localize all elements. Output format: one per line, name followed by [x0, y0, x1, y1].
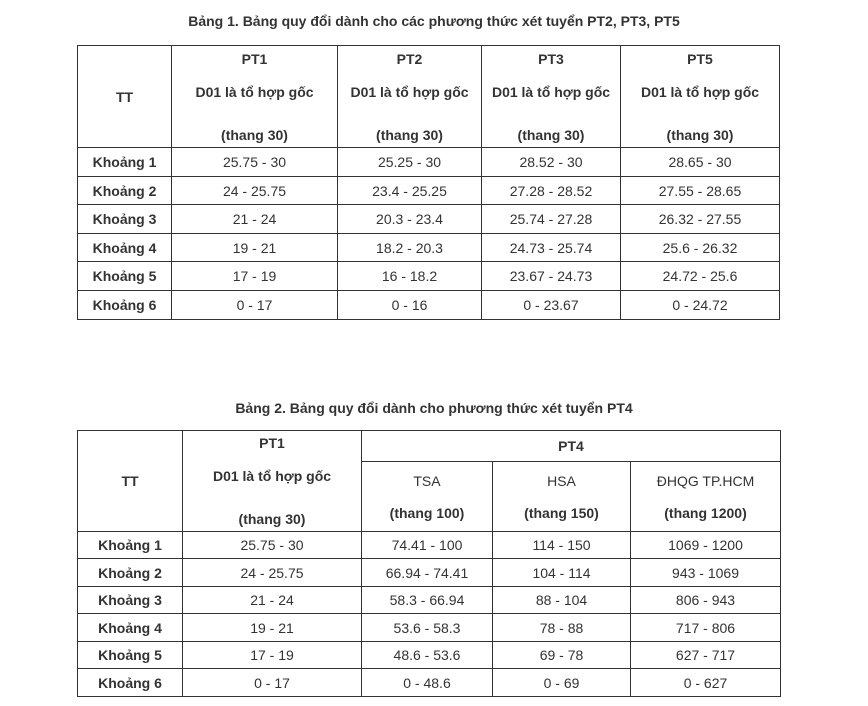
- row-label: Khoảng 1: [78, 532, 183, 559]
- table-cell: 25.75 - 30: [172, 148, 338, 177]
- table2: [77, 430, 781, 697]
- table-cell: 0 - 48.6: [362, 669, 493, 697]
- header-code: PT2: [396, 50, 423, 67]
- subheader-name: HSA: [547, 472, 576, 489]
- table-cell: 17 - 19: [172, 262, 338, 291]
- table-cell: 28.65 - 30: [621, 148, 780, 177]
- table-row: [78, 262, 780, 291]
- table1-header-tt: TT: [78, 46, 172, 148]
- row-label: Khoảng 6: [78, 669, 183, 697]
- table-cell: 78 - 88: [493, 614, 631, 642]
- table-cell: 26.32 - 27.55: [621, 205, 780, 234]
- table-cell: 19 - 21: [183, 614, 362, 642]
- table-cell: 0 - 69: [493, 669, 631, 697]
- table-cell: 24 - 25.75: [172, 177, 338, 205]
- table-cell: 943 - 1069: [631, 559, 781, 587]
- table-cell: 53.6 - 58.3: [362, 614, 493, 642]
- table-cell: 21 - 24: [172, 205, 338, 234]
- table-cell: 0 - 24.72: [621, 291, 780, 320]
- subheader-name: TSA: [413, 472, 441, 489]
- table2-caption: Bảng 2. Bảng quy đổi dành cho phương thức xét tuyển PT4: [235, 400, 633, 416]
- table2-header-row-1: [78, 431, 781, 462]
- table-cell: 27.55 - 28.65: [621, 177, 780, 205]
- table-cell: 25.25 - 30: [338, 148, 482, 177]
- table-cell: 1069 - 1200: [631, 532, 781, 559]
- header-code: PT1: [259, 435, 285, 451]
- table-cell: 74.41 - 100: [362, 532, 493, 559]
- header-desc: D01 là tổ hợp gốc: [640, 83, 760, 100]
- table-row: [78, 559, 781, 587]
- table-row: [78, 177, 780, 205]
- table-cell: 21 - 24: [183, 587, 362, 614]
- table2-header-pt1: [183, 431, 362, 532]
- row-label: Khoảng 6: [78, 291, 172, 320]
- table1: [77, 45, 780, 320]
- table-row: [78, 532, 781, 559]
- table-cell: 0 - 23.67: [482, 291, 621, 320]
- table-cell: 23.4 - 25.25: [338, 177, 482, 205]
- header-desc: D01 là tổ hợp gốc: [350, 83, 469, 100]
- table-cell: 0 - 16: [338, 291, 482, 320]
- table-cell: 20.3 - 23.4: [338, 205, 482, 234]
- header-scale: (thang 30): [238, 511, 306, 527]
- table1-header-pt5: [621, 46, 780, 148]
- table-cell: 28.52 - 30: [482, 148, 621, 177]
- table2-header-pt4: PT4: [362, 431, 781, 462]
- row-label: Khoảng 5: [78, 262, 172, 291]
- table-cell: 66.94 - 74.41: [362, 559, 493, 587]
- table-row: [78, 587, 781, 614]
- table-row: [78, 205, 780, 234]
- table-cell: 24.72 - 25.6: [621, 262, 780, 291]
- header-desc: D01 là tổ hợp gốc: [195, 83, 314, 100]
- table-cell: 806 - 943: [631, 587, 781, 614]
- table2-header-tt: TT: [78, 431, 183, 532]
- row-label: Khoảng 2: [78, 559, 183, 587]
- table-cell: 0 - 17: [183, 669, 362, 697]
- table-cell: 627 - 717: [631, 642, 781, 669]
- subheader-scale: (thang 1200): [664, 504, 747, 521]
- table-cell: 69 - 78: [493, 642, 631, 669]
- header-desc: D01 là tổ hợp gốc: [212, 468, 332, 484]
- table-row: [78, 234, 780, 262]
- subheader-scale: (thang 150): [524, 504, 599, 521]
- header-code: PT3: [538, 50, 564, 67]
- table-cell: 17 - 19: [183, 642, 362, 669]
- row-label: Khoảng 3: [78, 587, 183, 614]
- table-cell: 114 - 150: [493, 532, 631, 559]
- table-cell: 24.73 - 25.74: [482, 234, 621, 262]
- header-code: PT5: [687, 50, 713, 67]
- table1-header-pt3: [482, 46, 621, 148]
- subheader-scale: (thang 100): [389, 504, 465, 521]
- table-row: [78, 669, 781, 697]
- header-scale: (thang 30): [517, 126, 585, 143]
- table-row: [78, 614, 781, 642]
- table-cell: 16 - 18.2: [338, 262, 482, 291]
- row-label: Khoảng 4: [78, 614, 183, 642]
- table-cell: 0 - 17: [172, 291, 338, 320]
- table2-header-dhqg: [631, 462, 781, 532]
- table2-header-hsa: [493, 462, 631, 532]
- table-cell: 25.75 - 30: [183, 532, 362, 559]
- table-cell: 58.3 - 66.94: [362, 587, 493, 614]
- row-label: Khoảng 5: [78, 642, 183, 669]
- header-scale: (thang 30): [221, 126, 288, 143]
- table-row: [78, 148, 780, 177]
- table-cell: 25.6 - 26.32: [621, 234, 780, 262]
- table-cell: 19 - 21: [172, 234, 338, 262]
- table-cell: 104 - 114: [493, 559, 631, 587]
- table-cell: 717 - 806: [631, 614, 781, 642]
- table1-header-pt1: [172, 46, 338, 148]
- table1-header-pt2: [338, 46, 482, 148]
- row-label: Khoảng 3: [78, 205, 172, 234]
- table-cell: 48.6 - 53.6: [362, 642, 493, 669]
- table-cell: 18.2 - 20.3: [338, 234, 482, 262]
- table1-header-row: [78, 46, 780, 148]
- table-cell: 24 - 25.75: [183, 559, 362, 587]
- header-scale: (thang 30): [376, 126, 443, 143]
- header-desc: D01 là tổ hợp gốc: [491, 83, 611, 100]
- header-scale: (thang 30): [666, 126, 734, 143]
- table2-header-tsa: [362, 462, 493, 532]
- table-row: [78, 642, 781, 669]
- row-label: Khoảng 1: [78, 148, 172, 177]
- subheader-name: ĐHQG TP.HCM: [656, 472, 755, 489]
- table-cell: 23.67 - 24.73: [482, 262, 621, 291]
- table-cell: 88 - 104: [493, 587, 631, 614]
- table-row: [78, 291, 780, 320]
- row-label: Khoảng 2: [78, 177, 172, 205]
- table-cell: 27.28 - 28.52: [482, 177, 621, 205]
- row-label: Khoảng 4: [78, 234, 172, 262]
- table-cell: 0 - 627: [631, 669, 781, 697]
- table1-caption: Bảng 1. Bảng quy đổi dành cho các phương thức xét tuyển PT2, PT3, PT5: [188, 13, 680, 29]
- header-code: PT1: [241, 50, 268, 67]
- table-cell: 25.74 - 27.28: [482, 205, 621, 234]
